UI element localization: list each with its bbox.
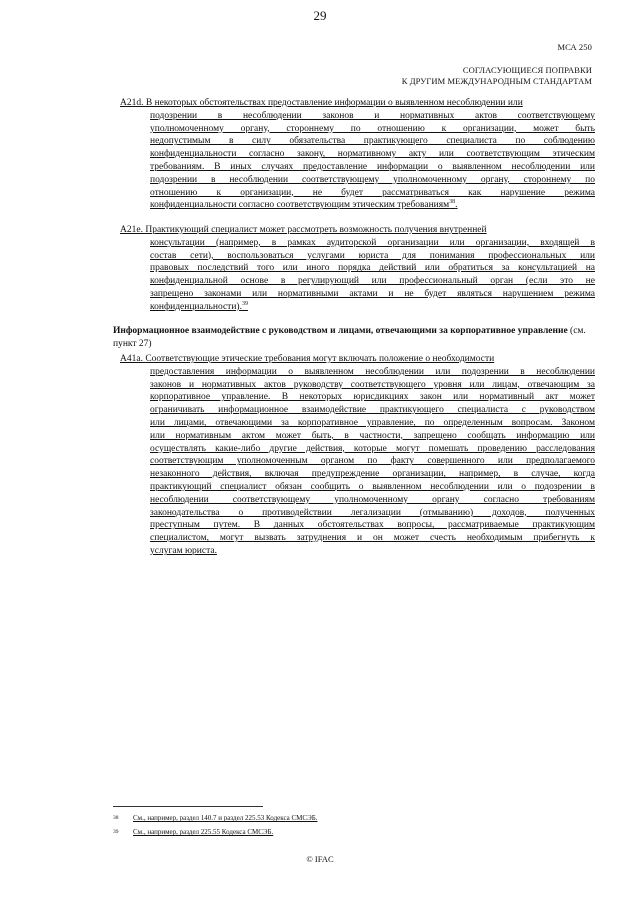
paragraph-line: В некоторых обстоятельствах предоставление информации о выявленном несоблюдении или [145,98,523,108]
footnote-39 [113,828,273,837]
footnote-text: См., например, раздел 225.55 Кодекса СМСЭБ. [133,828,274,836]
section-heading [113,325,593,351]
paragraph-line: осуществлять какие-либо другие действия, которые могут помешать проведению расследования [150,443,595,454]
paragraph-line: состав сети), воспользоваться услугами юриста для понимания профессиональных или [150,250,595,261]
paragraph-line: конфиденциальности). [150,301,242,312]
paragraph-line: запрещено законами или нормативными актами и не будет являться нарушением режима [150,288,595,299]
paragraph-line: преступным путем. В данных обстоятельствах вопросы, рассматриваемые практикующим [150,520,595,531]
paragraph-a21d [120,97,595,212]
paragraph-end: . [455,200,458,211]
paragraph-line: уполномоченному органу, стороннему по отношению к организации, может быть [150,123,595,134]
paragraph-line: несоблюдении соответствующему уполномоченному органу согласно требованиям [150,494,595,505]
footnote-divider [113,806,263,807]
paragraph-line: услугам юриста. [150,545,217,556]
paragraph-line: или нормативным актом может быть, в частности, запрещено сообщать информацию или [150,430,595,441]
paragraph-line: требованиям. В иных случаях предоставление информации о выявленном несоблюдении или [150,161,595,172]
paragraph-line: ограничивать информационное взаимодействие практикующего специалиста с руководством [150,405,595,416]
paragraph-line: подозрении в несоблюдении соответствующему уполномоченному органу, стороннему по [150,174,595,185]
footnote-number: 39 [113,829,119,835]
paragraph-label: A21d. [120,98,144,108]
copyright: © IFAC [306,854,334,864]
footnote-number: 38 [113,815,119,821]
paragraph-a41a [120,353,595,558]
paragraph-line: Практикующий специалист может рассмотреть возможность получения внутренней [145,225,487,235]
paragraph-line: предоставления информации о выявленном несоблюдении или подозрении в несоблюдении [150,366,595,377]
paragraph-line: консультации (например, в рамках аудиторской организации или организации, входящей в [150,237,595,248]
paragraph-line: правовых последствий того или иного порядка действий или обратиться за консультацией на [150,263,595,274]
footnote-text: См., например, раздел 140.7 и раздел 225.53 Кодекса СМСЭБ. [133,814,318,822]
paragraph-line: специалистом, могут вызвать затруднения и он может счесть необходимым прибегнуть к [150,533,595,544]
paragraph-line: Соответствующие этические требования могут включать положение о необходимости [145,354,495,364]
paragraph-label: A21e. [120,225,143,235]
paragraph-line: законодательства о противодействии легализации (отмыванию) доходов, полученных [150,507,595,518]
paragraph-line: корпоративное управление. В некоторых юрисдикциях закон или нормативный акт может [150,392,595,403]
running-header-line1: СОГЛАСУЮЩИЕСЯ ПОПРАВКИ [462,65,592,75]
footnote-ref: 39 [241,300,248,307]
document-code: МСА 250 [557,42,592,52]
paragraph-line: конфиденциальности согласно соответствующим этическим требованиям [150,200,450,211]
footnote-ref: 38 [449,199,456,206]
paragraph-label: A41a. [120,354,143,364]
section-heading-text: Информационное взаимодействие с руководством и лицами, отвечающими за корпоративное управление [113,326,568,336]
paragraph-line: отношению к организации, не будет рассматриваться как нарушение режима [150,187,595,198]
running-header-line2: К ДРУГИМ МЕЖДУНАРОДНЫМ СТАНДАРТАМ [401,76,592,86]
paragraph-line: конфиденциальности согласно закону, нормативному акту или соответствующим этическим [150,149,595,160]
paragraph-line: или лицами, отвечающими за корпоративное управление, по определенным вопросам. Законом [150,417,595,428]
paragraph-a21e [120,224,595,314]
paragraph-line: соответствующим уполномоченным органом по факту совершенного или предполагаемого [150,456,595,467]
paragraph-line: незаконного действия, включая предупреждение организации, например, в случае, когда [150,469,595,480]
paragraph-line: конфиденциальной основе в регулирующий или профессиональный орган (если это не [150,276,595,287]
footnote-38 [113,814,317,823]
paragraph-line: недопустимым в силу обязательства практикующего специалиста по соблюдению [150,136,595,147]
paragraph-line: законов и нормативных актов руководству соответствующего уровня или лицам, отвечающим за [150,379,595,390]
page-number: 29 [313,8,327,23]
paragraph-line: подозрении в несоблюдении законов и нормативных актов соответствующему [150,110,595,121]
section-heading-ref: (см. пункт 27) [113,326,586,349]
paragraph-line: практикующий специалист обязан сообщить о выявленном несоблюдении или о подозрении в [150,481,595,492]
